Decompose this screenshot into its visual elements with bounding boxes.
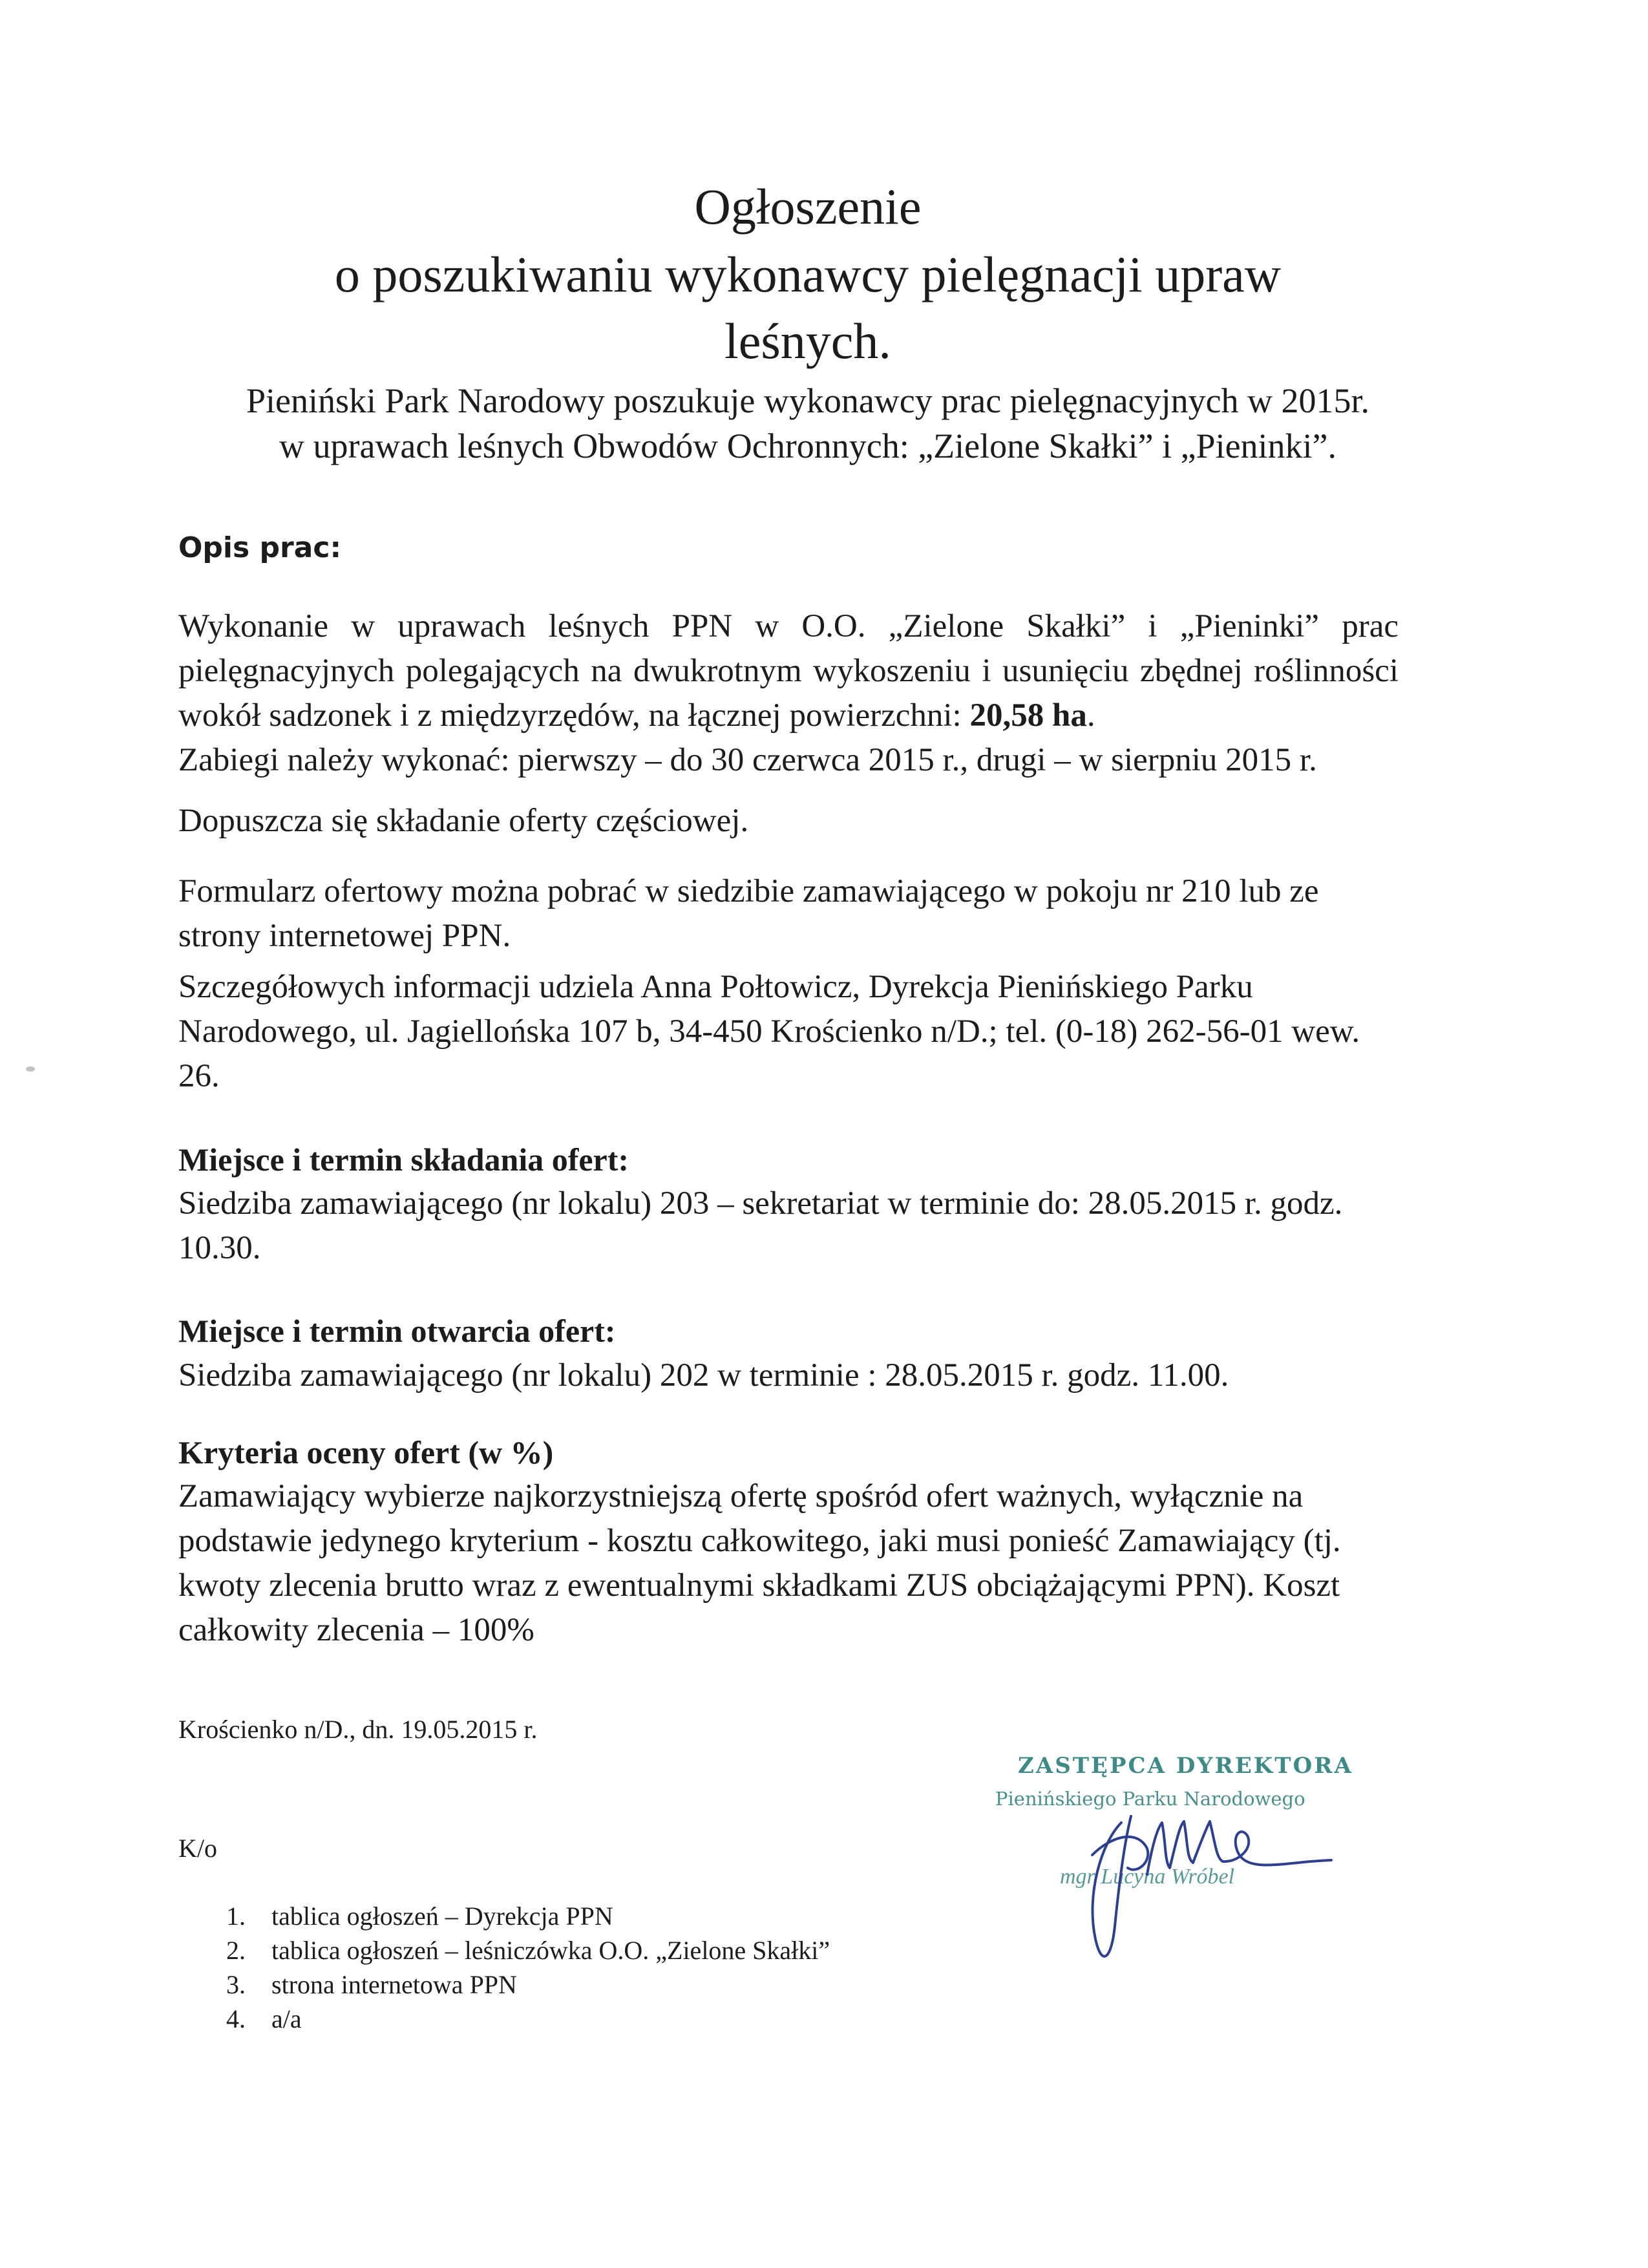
- list-item-number: 3.: [226, 1970, 246, 1999]
- official-stamp: [982, 1745, 1396, 1978]
- partial-offer-note: Dopuszcza się składanie oferty częściowej.: [178, 803, 749, 839]
- title-line-1: Ogłoszenie: [694, 178, 922, 235]
- stamp-institution: Pienińskiego Parku Narodowego: [995, 1788, 1305, 1810]
- opis-prac-heading: Opis prac:: [178, 531, 342, 564]
- list-item-text: tablica ogłoszeń – Dyrekcja PPN: [271, 1902, 613, 1931]
- list-item-text: strona internetowa PPN: [271, 1970, 517, 1999]
- handwritten-signature: [982, 1745, 1396, 1978]
- criteria-heading: Kryteria oceny ofert (w %): [178, 1434, 554, 1470]
- stamp-title: ZASTĘPCA DYREKTORA: [1018, 1753, 1353, 1779]
- list-item-number: 1.: [226, 1902, 246, 1931]
- opis-text-after-area: .: [1086, 697, 1095, 734]
- opening-heading: Miejsce i termin otwarcia ofert:: [178, 1313, 616, 1349]
- title-line-3: leśnych.: [724, 313, 891, 369]
- title-line-2: o poszukiwaniu wykonawcy pielęgnacji upraw: [334, 246, 1282, 302]
- distribution-list: [226, 1899, 830, 2036]
- list-item-number: 4.: [226, 2004, 246, 2033]
- list-item: [226, 2002, 830, 2036]
- opis-text-before-area: Wykonanie w uprawach leśnych PPN w O.O. „Zielone Skałki” i „Pieninki” prac pielęgnacyjnych polegających na dwukrotnym wykoszeniu i usunięciu zbędnej roślinności wokół sadzonek i z międzyrzędów, na łącznej powierzchni:: [178, 608, 1399, 734]
- criteria-text: Zamawiający wybierze najkorzystniejszą ofertę spośród ofert ważnych, wyłącznie na podstawie jedynego kryterium - kosztu całkowitego, jaki musi ponieść Zamawiający (tj. kwoty zlecenia brutto wraz z ewentualnymi składkami ZUS obciążającymi PPN). Koszt całkowity zlecenia – 100%: [178, 1478, 1341, 1648]
- list-item-text: a/a: [271, 2004, 302, 2033]
- submission-heading: Miejsce i termin składania ofert:: [178, 1141, 629, 1178]
- list-item-number: 2.: [226, 1936, 246, 1965]
- list-item: [226, 1933, 830, 1967]
- offer-form-info: Formularz ofertowy można pobrać w siedzibie zamawiającego w pokoju nr 210 lub ze strony internetowej PPN.: [178, 873, 1319, 954]
- opis-terms: Zabiegi należy wykonać: pierwszy – do 30 czerwca 2015 r., drugi – w sierpniu 2015 r.: [178, 742, 1317, 778]
- opis-prac-text: [178, 604, 1399, 783]
- contact-details: Szczegółowych informacji udziela Anna Połtowicz, Dyrekcja Pienińskiego Parku Narodowego, ul. Jagiellońska 107 b, 34-450 Krościenko n/D.; tel. (0-18) 262-56-01 wew. 26.: [178, 969, 1360, 1094]
- submission-text: Siedziba zamawiającego (nr lokalu) 203 – sekretariat w terminie do: 28.05.2015 r. godz. 10.30.: [178, 1185, 1343, 1266]
- ko-label: K/o: [178, 1834, 217, 1863]
- intro-line-1: Pieniński Park Narodowy poszukuje wykonawcy prac pielęgnacyjnych w 2015r.: [246, 381, 1370, 420]
- opening-text: Siedziba zamawiającego (nr lokalu) 202 w terminie : 28.05.2015 r. godz. 11.00.: [178, 1357, 1229, 1394]
- scan-speck: [26, 1066, 35, 1072]
- list-item: [226, 1967, 830, 2002]
- stamp-name: mgr Lucyna Wróbel: [1060, 1865, 1235, 1889]
- intro-line-2: w uprawach leśnych Obwodów Ochronnych: „Zielone Skałki” i „Pieninki”.: [279, 427, 1337, 465]
- place-date-line: Krościenko n/D., dn. 19.05.2015 r.: [178, 1715, 538, 1744]
- opis-area-value: 20,58 ha: [969, 697, 1087, 734]
- list-item: [226, 1899, 830, 1933]
- list-item-text: tablica ogłoszeń – leśniczówka O.O. „Zielone Skałki”: [271, 1936, 830, 1965]
